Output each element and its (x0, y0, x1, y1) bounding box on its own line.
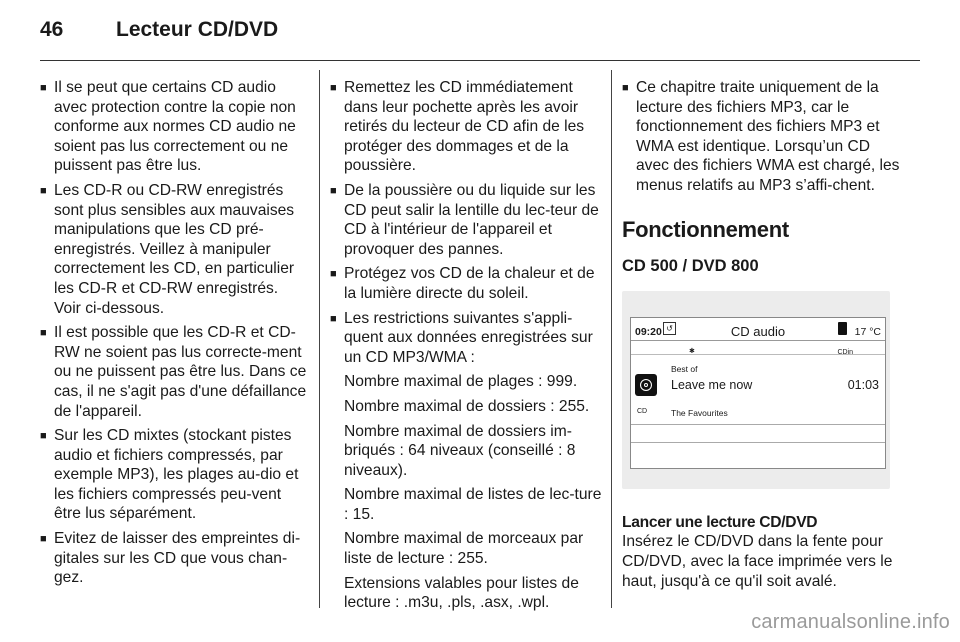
bullet-list (40, 78, 308, 588)
restriction-paragraph: Nombre maximal de plages : 999. (344, 373, 578, 391)
screen-artist: The Favourites (671, 407, 728, 418)
screen-status-bar (631, 318, 885, 341)
bullet-icon: ■ (330, 312, 337, 325)
restriction-paragraph: Nombre maximal de listes de lec-ture : 15. (344, 486, 602, 523)
column-1 (40, 78, 308, 593)
screen-track: Leave me now (671, 377, 753, 392)
column-3 (622, 78, 907, 591)
bullet-icon: ■ (40, 82, 47, 94)
screen-duration: 01:03 (847, 377, 879, 392)
bullet-icon: ■ (40, 327, 47, 340)
bullet-icon: ■ (40, 430, 47, 443)
screen-temperature: 17 °C (854, 325, 881, 338)
section-heading: Fonctionnement (622, 216, 789, 242)
page-title: Lecteur CD/DVD (116, 18, 279, 41)
bullet-icon: ■ (622, 82, 629, 94)
screen-source: CDin (837, 348, 853, 356)
cd-disc-icon (635, 374, 657, 396)
column-divider (611, 70, 612, 608)
page-number: 46 (40, 18, 64, 41)
list-item: ■ Ce chapitre traite uniquement de la lecture des fichiers MP3, car le fonctionnement des fichiers MP3 et WMA est identique. Lorsqu’un CD avec des fichiers WMA est chargé, les menus relatifs au MP3 s’affi-chent. (622, 79, 900, 194)
sub-heading: CD 500 / DVD 800 (622, 257, 759, 276)
column-divider (319, 70, 320, 608)
list-item: ■ Il est possible que les CD-R et CD-RW ne soient pas lus correcte-ment ou ne puissent pas être lus. Dans ce cas, il ne s'agit pas d'une défaillance de l'appareil. (40, 324, 307, 420)
screen-divider (631, 442, 885, 443)
restriction-paragraph: Nombre maximal de dossiers im-briqués : 64 niveaux (conseillé : 8 niveaux). (344, 422, 576, 479)
minor-heading: Lancer une lecture CD/DVD (622, 513, 818, 531)
bluetooth-icon: ✱ (689, 347, 695, 355)
list-item: ■ Evitez de laisser des empreintes di-gitales sur les CD que vous chan-gez. (40, 530, 301, 587)
bullet-list (622, 78, 907, 196)
column-2 (330, 78, 608, 618)
bullet-icon: ■ (40, 533, 47, 546)
list-item: ■ De la poussière ou du liquide sur les CD peut salir la lentille du lec-teur de CD à l'intérieur de l'appareil et provoquer des pannes. (330, 181, 599, 258)
screen-divider (631, 424, 885, 425)
bullet-icon: ■ (40, 184, 47, 197)
bullet-icon: ■ (330, 184, 337, 197)
list-item: ■ Les CD-R ou CD-RW enregistrés sont plus sensibles aux mauvaises manipulations que les CD pré-enregistrés. Veillez à manipuler correctement les CD, en particulier les CD-R et CD-RW enregistrés. Voir ci-dessous. (40, 181, 295, 317)
return-icon: ↺ (663, 322, 676, 335)
screen-album: Best of (671, 363, 698, 374)
screen-title: CD audio (730, 323, 786, 339)
restriction-paragraph: Nombre maximal de morceaux par liste de lecture : 255. (344, 530, 584, 568)
body-paragraph: Insérez le CD/DVD dans la fente pour CD/DVD, avec la face imprimée vers le haut, jusqu'à ce qu'il soit avalé. (622, 533, 893, 590)
list-item: ■ Les restrictions suivantes s'appli-quent aux données enregistrées sur un CD MP3/WMA : (330, 309, 593, 366)
bullet-list (330, 78, 608, 367)
list-item: ■ Remettez les CD immédiatement dans leur pochette après les avoir retirés du lecteur de CD afin de les protéger des dommages et de la poussière. (330, 79, 585, 175)
bullet-icon: ■ (330, 82, 337, 94)
list-item: ■ Il se peut que certains CD audio avec protection contre la copie non conforme aux normes CD audio ne soient pas lus correctement ou ne puissent pas être lus. (40, 79, 296, 175)
list-item: ■ Sur les CD mixtes (stockant pistes audio et fichiers compressés, par exemple MP3), les plages au-dio et les fichiers compressés peu-vent être lus séparément. (40, 427, 299, 523)
screen-clock: 09:20 (635, 325, 662, 338)
watermark: carmanualsonline.info (751, 611, 950, 633)
header-rule (40, 60, 920, 61)
infotainment-screen (630, 317, 886, 469)
screen-disc-label: CD (637, 407, 648, 415)
bullet-icon: ■ (330, 268, 337, 281)
restriction-paragraph: Extensions valables pour listes de lecture : .m3u, .pls, .asx, .wpl. (344, 574, 579, 612)
phone-icon (838, 322, 847, 335)
display-illustration (622, 291, 890, 489)
screen-source-bar (631, 340, 885, 355)
page-header (40, 18, 278, 48)
restriction-paragraph: Nombre maximal de dossiers : 255. (344, 397, 590, 415)
list-item: ■ Protégez vos CD de la chaleur et de la lumière directe du soleil. (330, 265, 595, 302)
